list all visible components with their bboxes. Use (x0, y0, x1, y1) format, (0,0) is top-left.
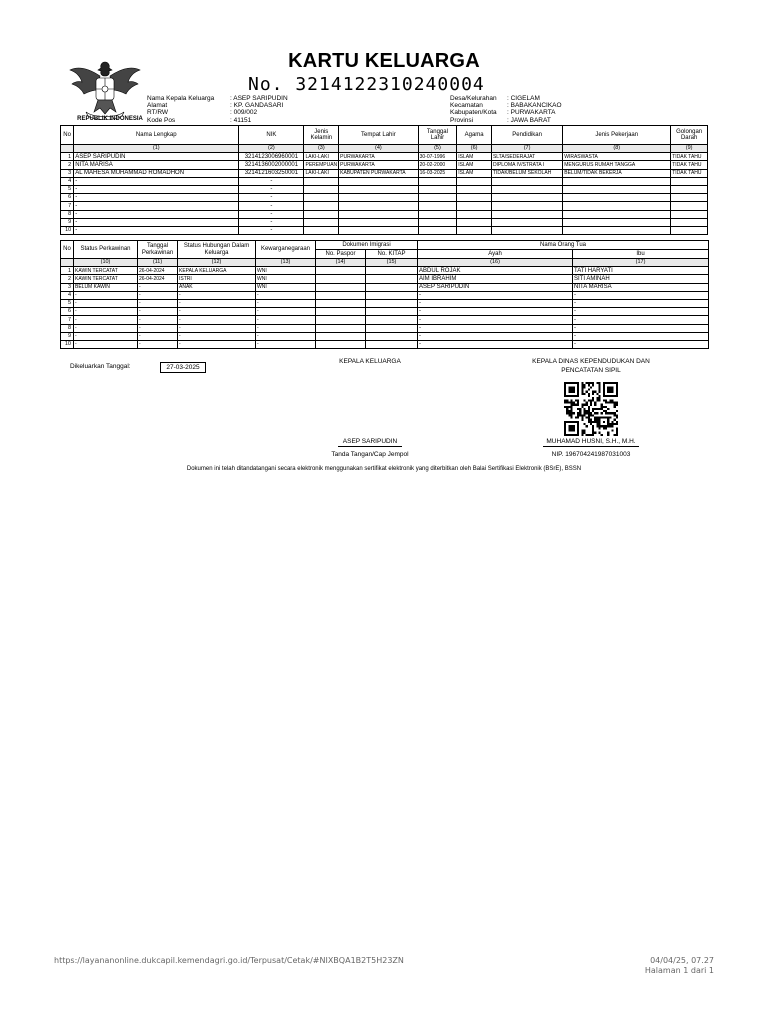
table-cell: - (573, 340, 709, 348)
table-cell: 9 (61, 332, 74, 340)
table-cell: WNI (256, 283, 316, 291)
table-cell: SITI AMINAH (573, 275, 709, 283)
table-cell: 4 (61, 177, 74, 185)
colnum-cell: (7) (491, 145, 562, 153)
info-left (147, 95, 288, 124)
table-cell (563, 202, 671, 210)
table-row (61, 202, 708, 210)
page-title: KARTU KELUARGA (288, 50, 480, 72)
table-row (61, 177, 708, 185)
table-cell: - (178, 308, 256, 316)
table-cell (366, 324, 418, 332)
table-cell (671, 218, 708, 226)
table-cell (316, 340, 366, 348)
table-cell: - (418, 291, 573, 299)
table-cell: ASEP SARIPUDIN (74, 153, 239, 161)
table-row (61, 316, 709, 324)
table-cell (563, 226, 671, 234)
table-cell: ABDUL ROJAK (418, 267, 573, 275)
table-cell: KAWIN TERCATAT (74, 275, 138, 283)
table-cell (418, 202, 457, 210)
table-cell (418, 226, 457, 234)
colnum-cell: (13) (256, 259, 316, 267)
colnum-cell: (15) (366, 259, 418, 267)
table-cell: 4 (61, 291, 74, 299)
table-cell: 26-04-2024 (138, 267, 178, 275)
table-cell: - (573, 324, 709, 332)
table-cell (316, 283, 366, 291)
table-cell: - (239, 210, 304, 218)
table-cell: - (418, 316, 573, 324)
table-cell: - (418, 340, 573, 348)
table-cell: - (138, 299, 178, 307)
table-cell: ISLAM (457, 153, 492, 161)
header-kewarganegaraan: Kewarganegaraan (256, 241, 316, 259)
table-row (61, 308, 709, 316)
header-pekerjaan: Jenis Pekerjaan (563, 126, 671, 145)
table-cell (304, 185, 339, 193)
colnum-cell: (5) (418, 145, 457, 153)
header-no-paspor: No. Paspor (316, 250, 366, 259)
table-cell: KEPALA KELUARGA (178, 267, 256, 275)
header-no: No (61, 241, 74, 259)
table-cell: ISTRI (178, 275, 256, 283)
header-pendidikan: Pendidikan (491, 126, 562, 145)
table-cell (491, 177, 562, 185)
info-row: Kabupaten/Kota : PURWAKARTA (450, 109, 556, 117)
table-cell (366, 332, 418, 340)
table-cell: - (138, 308, 178, 316)
colnum-cell: (2) (239, 145, 304, 153)
table-cell (457, 210, 492, 218)
table-cell: 3214136002000001 (239, 161, 304, 169)
table-row (61, 340, 709, 348)
table-cell: 7 (61, 202, 74, 210)
table-cell (671, 194, 708, 202)
colnum-cell: (6) (457, 145, 492, 153)
colnum-cell (61, 259, 74, 267)
table-cell (563, 210, 671, 218)
table-cell (316, 267, 366, 275)
table-cell: - (74, 185, 239, 193)
table-cell (366, 291, 418, 299)
column-number-row (61, 145, 708, 153)
table-cell (457, 177, 492, 185)
table-cell: 2 (61, 275, 74, 283)
table-cell: ISLAM (457, 169, 492, 177)
table-cell: - (138, 340, 178, 348)
table-cell: - (178, 291, 256, 299)
table-cell: DIPLOMA IV/STRATA I (491, 161, 562, 169)
header-status-hubungan: Status Hubungan Dalam Keluarga (178, 241, 256, 259)
table-cell: - (74, 291, 138, 299)
table-row (61, 299, 709, 307)
issued-date: 27-03-2025 (160, 362, 206, 373)
table-row (61, 210, 708, 218)
table-cell (671, 210, 708, 218)
colnum-cell: (17) (573, 259, 709, 267)
table-cell: PEREMPUAN (305, 161, 338, 168)
table-cell: - (573, 332, 709, 340)
table-cell: - (138, 283, 178, 291)
table-cell: - (239, 218, 304, 226)
table-cell: TIDAK TAHU (671, 161, 708, 169)
table-cell (304, 218, 339, 226)
table-cell: - (74, 218, 239, 226)
table-cell (339, 177, 418, 185)
table-cell: KAWIN TERCATAT (74, 267, 138, 275)
table-cell (491, 226, 562, 234)
table-cell: - (178, 340, 256, 348)
table-cell (418, 210, 457, 218)
table-cell: - (74, 177, 239, 185)
table-cell (366, 267, 418, 275)
colnum-cell: (14) (316, 259, 366, 267)
table-cell: - (418, 308, 573, 316)
table-cell: - (573, 291, 709, 299)
colnum-cell: (16) (418, 259, 573, 267)
table-cell: PURWAKARTA (339, 153, 418, 161)
table-cell (563, 218, 671, 226)
info-row: Kecamatan : BABAKANCIKAO (450, 102, 562, 110)
table-cell (457, 226, 492, 234)
table-cell: 9 (61, 218, 74, 226)
table-row (61, 283, 709, 291)
table-cell: 5 (61, 299, 74, 307)
info-row: Desa/Kelurahan : CIGELAM (450, 95, 540, 102)
table-cell: - (178, 316, 256, 324)
table-cell: - (74, 324, 138, 332)
table-cell (316, 316, 366, 324)
colnum-cell: (1) (74, 145, 239, 153)
table-cell (304, 202, 339, 210)
table-cell: SLTA/SEDERAJAT (491, 153, 562, 161)
table-cell: - (418, 299, 573, 307)
footer-url[interactable]: https://layananonline.dukcapil.kemendagri.go.id/Terpusat/Cetak/#NIXBQA1B2T5H23ZN (54, 956, 404, 965)
header-tanggal-lahir: Tanggal Lahir (418, 126, 457, 145)
table-cell (457, 202, 492, 210)
colnum-cell: (10) (74, 259, 138, 267)
table-cell: 8 (61, 324, 74, 332)
table-cell: - (573, 308, 709, 316)
table-cell (316, 291, 366, 299)
table-cell (671, 226, 708, 234)
table-cell (339, 202, 418, 210)
table-row (61, 169, 708, 177)
table-cell: - (74, 194, 239, 202)
table-cell: WNI (256, 267, 316, 275)
header-jenis-kelamin: Jenis Kelamin (304, 126, 339, 145)
table-cell: - (239, 194, 304, 202)
table-cell: 6 (61, 194, 74, 202)
esign-note: Dokumen ini telah ditandatangani secara elektronik menggunakan sertifikat elektronik yang diterbitkan oleh Balai Sertifikasi Elektronik (BSrE), BSSN (186, 466, 582, 472)
colnum-cell: (8) (563, 145, 671, 153)
table-cell: ASEP SARIPUDIN (418, 283, 573, 291)
table-cell: - (256, 316, 316, 324)
issued-label: Dikeluarkan Tanggal: (70, 363, 131, 370)
table-cell (366, 283, 418, 291)
table-cell: LAKI-LAKI (304, 153, 339, 161)
right-signature-title-1: KEPALA DINAS KEPENDUDUKAN DAN (532, 358, 650, 365)
colnum-cell: (4) (339, 145, 418, 153)
table-cell: - (256, 291, 316, 299)
table-cell: 3214123006960001 (239, 153, 304, 161)
table-row (61, 332, 709, 340)
table-cell (316, 324, 366, 332)
table-row (61, 275, 709, 283)
table-cell (491, 218, 562, 226)
table-cell: - (239, 177, 304, 185)
info-row: Alamat : KP. GANDASARI (147, 102, 284, 110)
table-cell: - (418, 324, 573, 332)
table-cell: - (74, 340, 138, 348)
info-row: Nama Kepala Keluarga : ASEP SARIPUDIN (147, 95, 288, 102)
table-cell: - (138, 316, 178, 324)
table-cell (304, 177, 339, 185)
table-cell: 7 (61, 316, 74, 324)
table-cell: - (74, 202, 239, 210)
family-members-table (60, 125, 708, 235)
table-cell: NITA MARISA (74, 161, 239, 169)
table-cell (491, 210, 562, 218)
header-no-kitap: No. KITAP (366, 250, 418, 259)
table-cell (339, 210, 418, 218)
table-row (61, 324, 709, 332)
table-row (61, 267, 709, 275)
table-cell: AIM IBRAHIM (418, 275, 573, 283)
info-row: Provinsi : JAWA BARAT (450, 116, 551, 124)
table-cell: 8 (61, 210, 74, 218)
right-signature-name: MUHAMAD HUSNI, S.H., M.H. (546, 438, 636, 445)
table-cell: KABUPATEN PURWAKARTA (339, 169, 418, 177)
table-cell: - (74, 308, 138, 316)
table-cell: PURWAKARTA (339, 161, 418, 169)
table-cell: TIDAK TAHU (671, 169, 708, 177)
table-cell: WNI (256, 275, 316, 283)
table-cell: - (74, 210, 239, 218)
table-cell: - (74, 226, 239, 234)
table-cell: - (256, 324, 316, 332)
table-cell (491, 185, 562, 193)
table-cell: - (138, 324, 178, 332)
header-dokumen-imigrasi: Dokumen Imigrasi (316, 241, 418, 250)
left-signature-name: ASEP SARIPUDIN (342, 438, 398, 445)
table-cell: - (256, 308, 316, 316)
table-row (61, 185, 708, 193)
table-cell: 3214121603250001 (239, 169, 304, 177)
table-cell (366, 340, 418, 348)
table-cell: - (573, 316, 709, 324)
table-cell (671, 185, 708, 193)
table-cell (316, 275, 366, 283)
table-cell: - (418, 332, 573, 340)
table-cell: 1 (61, 153, 74, 161)
table-cell: - (239, 226, 304, 234)
table-cell: - (573, 299, 709, 307)
table-cell: MENGURUS RUMAH TANGGA (563, 161, 671, 169)
table-cell: 10 (61, 226, 74, 234)
table-cell: - (74, 316, 138, 324)
table-row (61, 194, 708, 202)
table-cell: LAKI-LAKI (304, 169, 339, 177)
table-cell: TIDAK/BELUM SEKOLAH (491, 169, 562, 177)
right-signature-title-2: PENCATATAN SIPIL (561, 367, 621, 374)
table-cell: 6 (61, 308, 74, 316)
table-cell: - (138, 332, 178, 340)
header-tanggal-perkawinan: Tanggal Perkawinan (138, 241, 178, 259)
header-tempat-lahir: Tempat Lahir (339, 126, 418, 145)
table-cell (366, 308, 418, 316)
header-agama: Agama (457, 126, 492, 145)
table-cell (366, 316, 418, 324)
table-cell (418, 194, 457, 202)
table-cell: 16-03-2025 (418, 169, 457, 177)
table-cell: 2 (61, 161, 74, 169)
family-status-table (60, 240, 709, 349)
table-cell (304, 226, 339, 234)
header-status-perkawinan: Status Perkawinan (74, 241, 138, 259)
table-row (61, 226, 708, 234)
table-cell (418, 218, 457, 226)
table-cell: 3 (61, 283, 74, 291)
table-cell (418, 177, 457, 185)
table-cell (339, 218, 418, 226)
header-nama-orang-tua: Nama Orang Tua (418, 241, 709, 250)
table-cell: - (256, 332, 316, 340)
table-cell: ISLAM (457, 161, 492, 169)
table-cell (671, 177, 708, 185)
table-row (61, 153, 708, 161)
table-cell: - (178, 332, 256, 340)
table-cell: - (178, 299, 256, 307)
header-no: No (61, 126, 74, 145)
colnum-cell: (9) (671, 145, 708, 153)
table-cell: 20-02-2000 (418, 161, 457, 169)
table-cell (316, 308, 366, 316)
header-golongan-darah: Golongan Darah (671, 126, 708, 145)
table-cell: BELUM KAWIN (74, 283, 138, 291)
table-cell: BELUM/TIDAK BEKERJA (563, 169, 671, 177)
table-cell: 3 (61, 169, 74, 177)
table-cell: - (178, 324, 256, 332)
header-nik: NIK (239, 126, 304, 145)
header-nama: Nama Lengkap (74, 126, 239, 145)
qr-code-icon (564, 382, 618, 436)
table-cell (457, 218, 492, 226)
table-cell: ANAK (178, 283, 256, 291)
table-row (61, 218, 708, 226)
table-cell: - (138, 291, 178, 299)
info-right (450, 95, 562, 124)
header-ibu: Ibu (573, 250, 709, 259)
table-cell: - (239, 202, 304, 210)
table-cell (491, 202, 562, 210)
table-cell (418, 185, 457, 193)
info-row: Kode Pos : 41151 (147, 116, 252, 124)
table-cell (339, 194, 418, 202)
table-cell: - (239, 185, 304, 193)
table-cell (304, 194, 339, 202)
table-cell: NITA MARISA (573, 283, 709, 291)
column-number-row (61, 259, 709, 267)
table-cell: TIDAK TAHU (671, 153, 708, 161)
table-cell (491, 194, 562, 202)
table-cell: - (256, 340, 316, 348)
colnum-cell (61, 145, 74, 153)
table-cell: - (74, 299, 138, 307)
footer-datetime: 04/04/25, 07.27 (650, 956, 714, 965)
table-cell: 1 (61, 267, 74, 275)
table-cell (339, 185, 418, 193)
colnum-cell: (3) (304, 145, 339, 153)
right-signature-line (543, 446, 639, 447)
table-cell (316, 299, 366, 307)
table-cell: AL MAHESA MUHAMMAD ROMADHON (74, 169, 239, 177)
table-cell (457, 194, 492, 202)
table-cell (563, 185, 671, 193)
left-signature-title: KEPALA KELUARGA (339, 358, 401, 365)
table-cell (366, 275, 418, 283)
table-cell: 30-07-1996 (418, 153, 457, 161)
table-cell: TATI HARYATI (573, 267, 709, 275)
table-cell (304, 210, 339, 218)
emblem-caption: REPUBLIK INDONESIA (77, 116, 143, 122)
table-cell (339, 226, 418, 234)
footer-page: Halaman 1 dari 1 (644, 966, 714, 975)
table-cell: 26-04-2024 (138, 275, 178, 283)
info-row: RT/RW : 009/002 (147, 109, 258, 117)
table-row (61, 161, 708, 169)
left-signature-caption: Tanda Tangan/Cap Jempol (331, 451, 409, 458)
table-cell: WIRASWASTA (563, 153, 671, 161)
table-cell (316, 332, 366, 340)
table-cell: 10 (61, 340, 74, 348)
table-cell (563, 177, 671, 185)
table-cell: - (74, 332, 138, 340)
table-cell (563, 194, 671, 202)
left-signature-line (338, 446, 402, 447)
header-ayah: Ayah (418, 250, 573, 259)
table-row (61, 291, 709, 299)
kk-number: No. 3214122310240004 (248, 74, 485, 95)
table-cell: 5 (61, 185, 74, 193)
table-cell (366, 299, 418, 307)
table-cell: - (256, 299, 316, 307)
table-cell (671, 202, 708, 210)
colnum-cell: (12) (178, 259, 256, 267)
right-signature-nip: NIP. 196704241987031003 (551, 451, 631, 458)
table-cell (457, 185, 492, 193)
colnum-cell: (11) (138, 259, 178, 267)
